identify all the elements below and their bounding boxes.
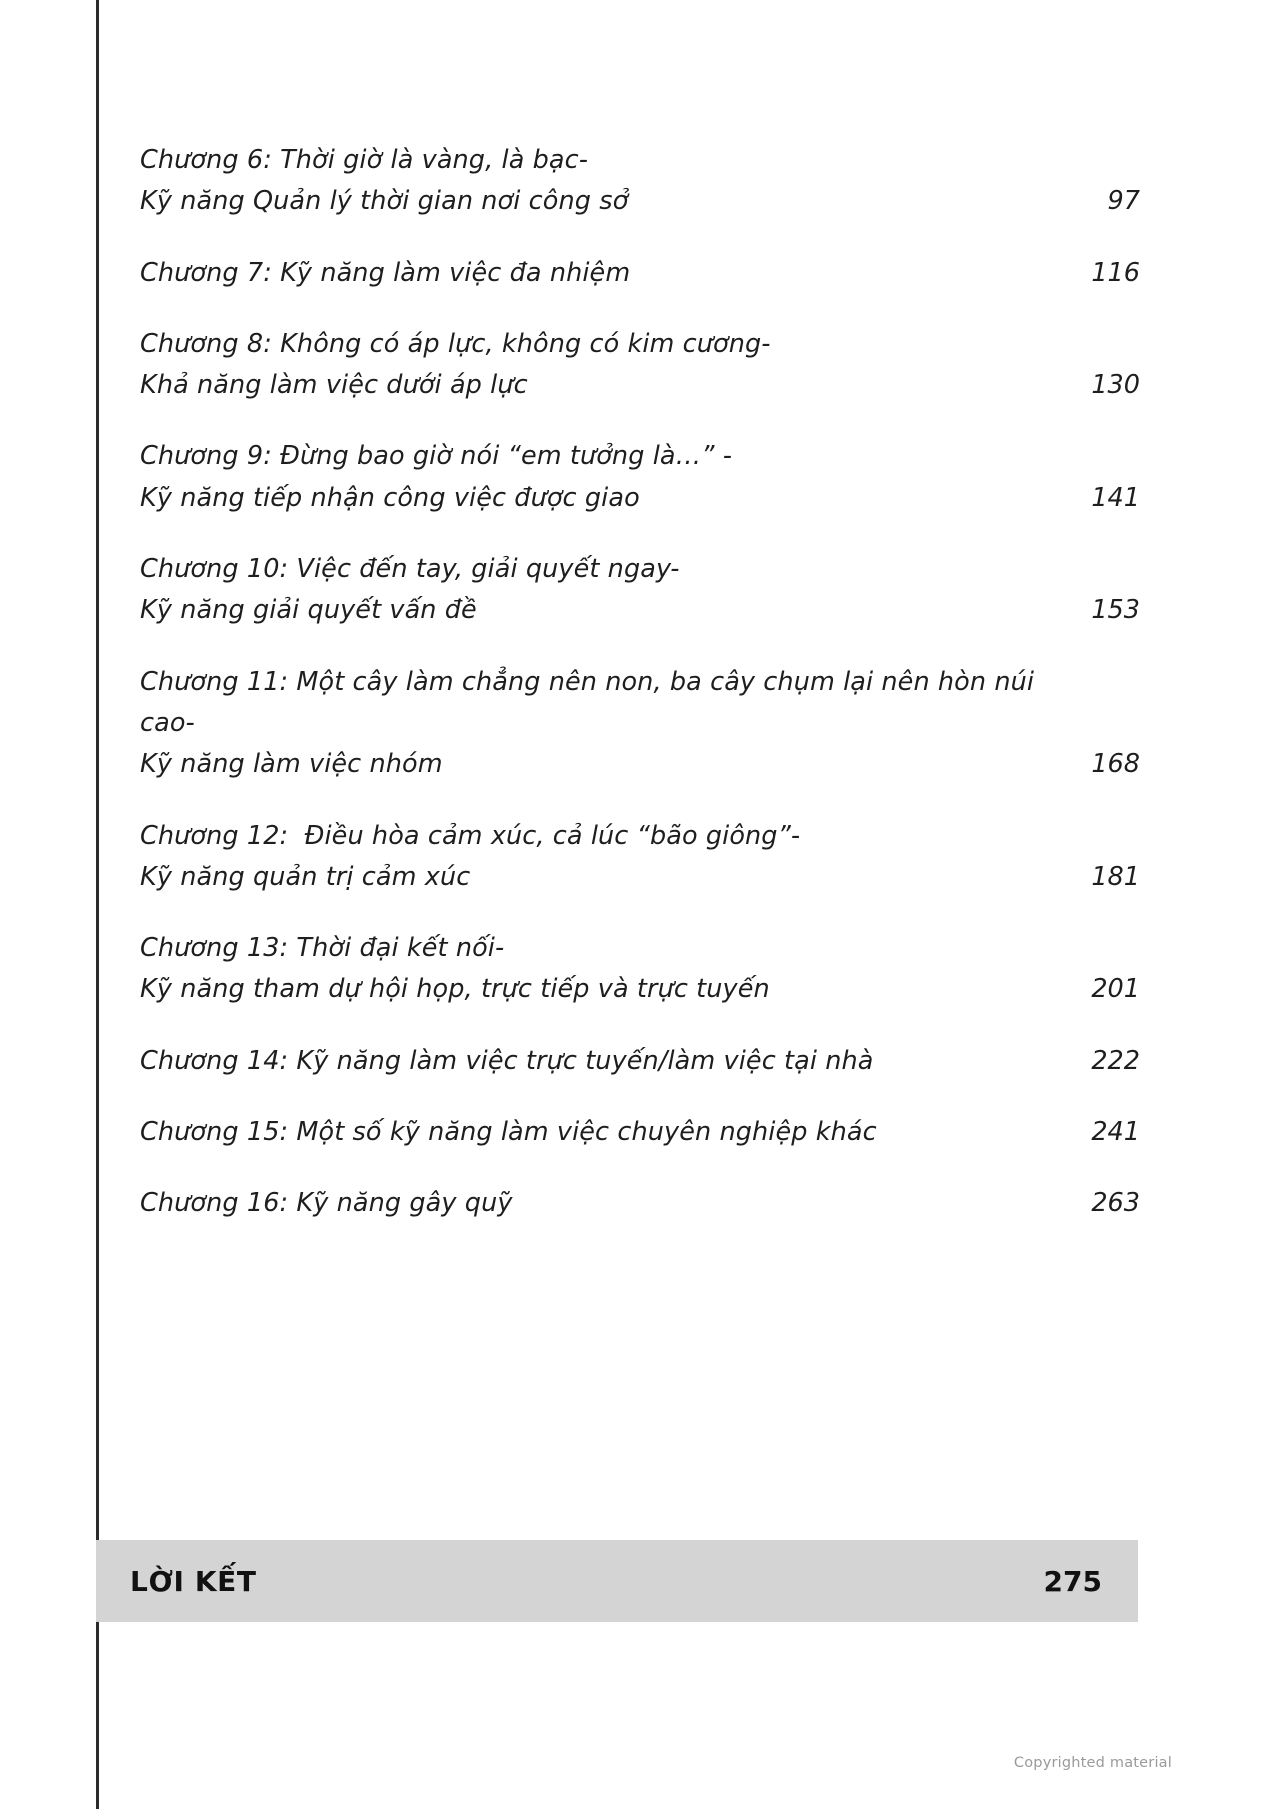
toc-epilogue-row[interactable]	[96, 1540, 1138, 1622]
toc-entry-page: 181	[1091, 861, 1140, 892]
copyright-notice: Copyrighted material	[1013, 1755, 1172, 1771]
toc-entry-page: 97	[1107, 186, 1140, 217]
toc-entry-line-2: Kỹ năng quản trị cảm xúc	[140, 861, 471, 892]
toc-entry-title	[140, 324, 1070, 407]
toc-entry-title	[140, 549, 1070, 632]
toc-epilogue-page: 275	[1043, 1564, 1102, 1598]
toc-entry[interactable]	[140, 1112, 1140, 1153]
toc-entry-line-1: Chương 15: Một số kỹ năng làm việc chuyên nghiệp khác	[140, 1117, 877, 1148]
toc-entry-title	[140, 1183, 1070, 1224]
toc-entry[interactable]	[140, 549, 1140, 632]
toc-entry-line-1: Chương 14: Kỹ năng làm việc trực tuyến/làm việc tại nhà	[140, 1045, 874, 1076]
toc-entry-page: 263	[1091, 1188, 1140, 1219]
toc-entry[interactable]	[140, 436, 1140, 519]
toc-entry-line-1: Chương 11: Một cây làm chẳng nên non, ba cây chụm lại nên hòn núi cao-	[140, 666, 1043, 738]
toc-entry-page: 116	[1091, 257, 1140, 288]
toc-entry-title	[140, 816, 1070, 899]
toc-entry-line-1: Chương 7: Kỹ năng làm việc đa nhiệm	[140, 257, 631, 288]
toc-entry-title	[140, 1112, 1070, 1153]
page-gutter	[0, 0, 96, 1809]
toc-entry-line-2: Kỹ năng tham dự hội họp, trực tiếp và trực tuyến	[140, 974, 770, 1005]
toc-entry-page: 130	[1091, 370, 1140, 401]
toc-entry-page: 168	[1091, 749, 1140, 780]
toc-entry-line-2: Kỹ năng giải quyết vấn đề	[140, 595, 477, 626]
toc-entry-title	[140, 253, 1070, 294]
toc-entry-line-1: Chương 13: Thời đại kết nối-	[140, 933, 505, 964]
toc-entry[interactable]	[140, 324, 1140, 407]
toc-entry-line-1: Chương 16: Kỹ năng gây quỹ	[140, 1188, 513, 1219]
toc-entry-title	[140, 436, 1070, 519]
toc-entry-page: 201	[1091, 974, 1140, 1005]
toc-entry-line-1: Chương 9: Đừng bao giờ nói “em tưởng là…” -	[140, 441, 733, 472]
toc-epilogue-title: LỜI KẾT	[130, 1564, 257, 1598]
toc-entry-line-1: Chương 6: Thời giờ là vàng, là bạc-	[140, 145, 589, 175]
toc-entry[interactable]	[140, 253, 1140, 294]
toc-entry-line-2: Khả năng làm việc dưới áp lực	[140, 370, 528, 401]
toc-entry-line-2: Kỹ năng tiếp nhận công việc được giao	[140, 482, 640, 513]
toc-entry-line-2: Kỹ năng Quản lý thời gian nơi công sở	[140, 186, 629, 217]
toc-entry-title	[140, 1041, 1070, 1082]
table-of-contents	[140, 140, 1140, 1255]
toc-entry-line-1: Chương 12: Điều hòa cảm xúc, cả lúc “bão giông”-	[140, 820, 801, 851]
toc-entry-title	[140, 928, 1070, 1011]
toc-entry-title	[140, 140, 1070, 223]
toc-entry[interactable]	[140, 1183, 1140, 1224]
toc-entry-line-1: Chương 8: Không có áp lực, không có kim cương-	[140, 328, 771, 359]
toc-entry[interactable]	[140, 1041, 1140, 1082]
toc-entry-page: 153	[1091, 595, 1140, 626]
toc-entry-page: 222	[1091, 1045, 1140, 1076]
toc-entry[interactable]	[140, 928, 1140, 1011]
toc-entry-title	[140, 662, 1070, 786]
toc-entry[interactable]	[140, 816, 1140, 899]
page-spine-edge	[96, 0, 99, 1809]
toc-entry-line-1: Chương 10: Việc đến tay, giải quyết ngay-	[140, 554, 680, 585]
toc-entry[interactable]	[140, 662, 1140, 786]
toc-entry-page: 141	[1091, 482, 1140, 513]
toc-entry-page: 241	[1091, 1117, 1140, 1148]
toc-entry[interactable]	[140, 140, 1140, 223]
toc-entry-line-2: Kỹ năng làm việc nhóm	[140, 749, 443, 780]
